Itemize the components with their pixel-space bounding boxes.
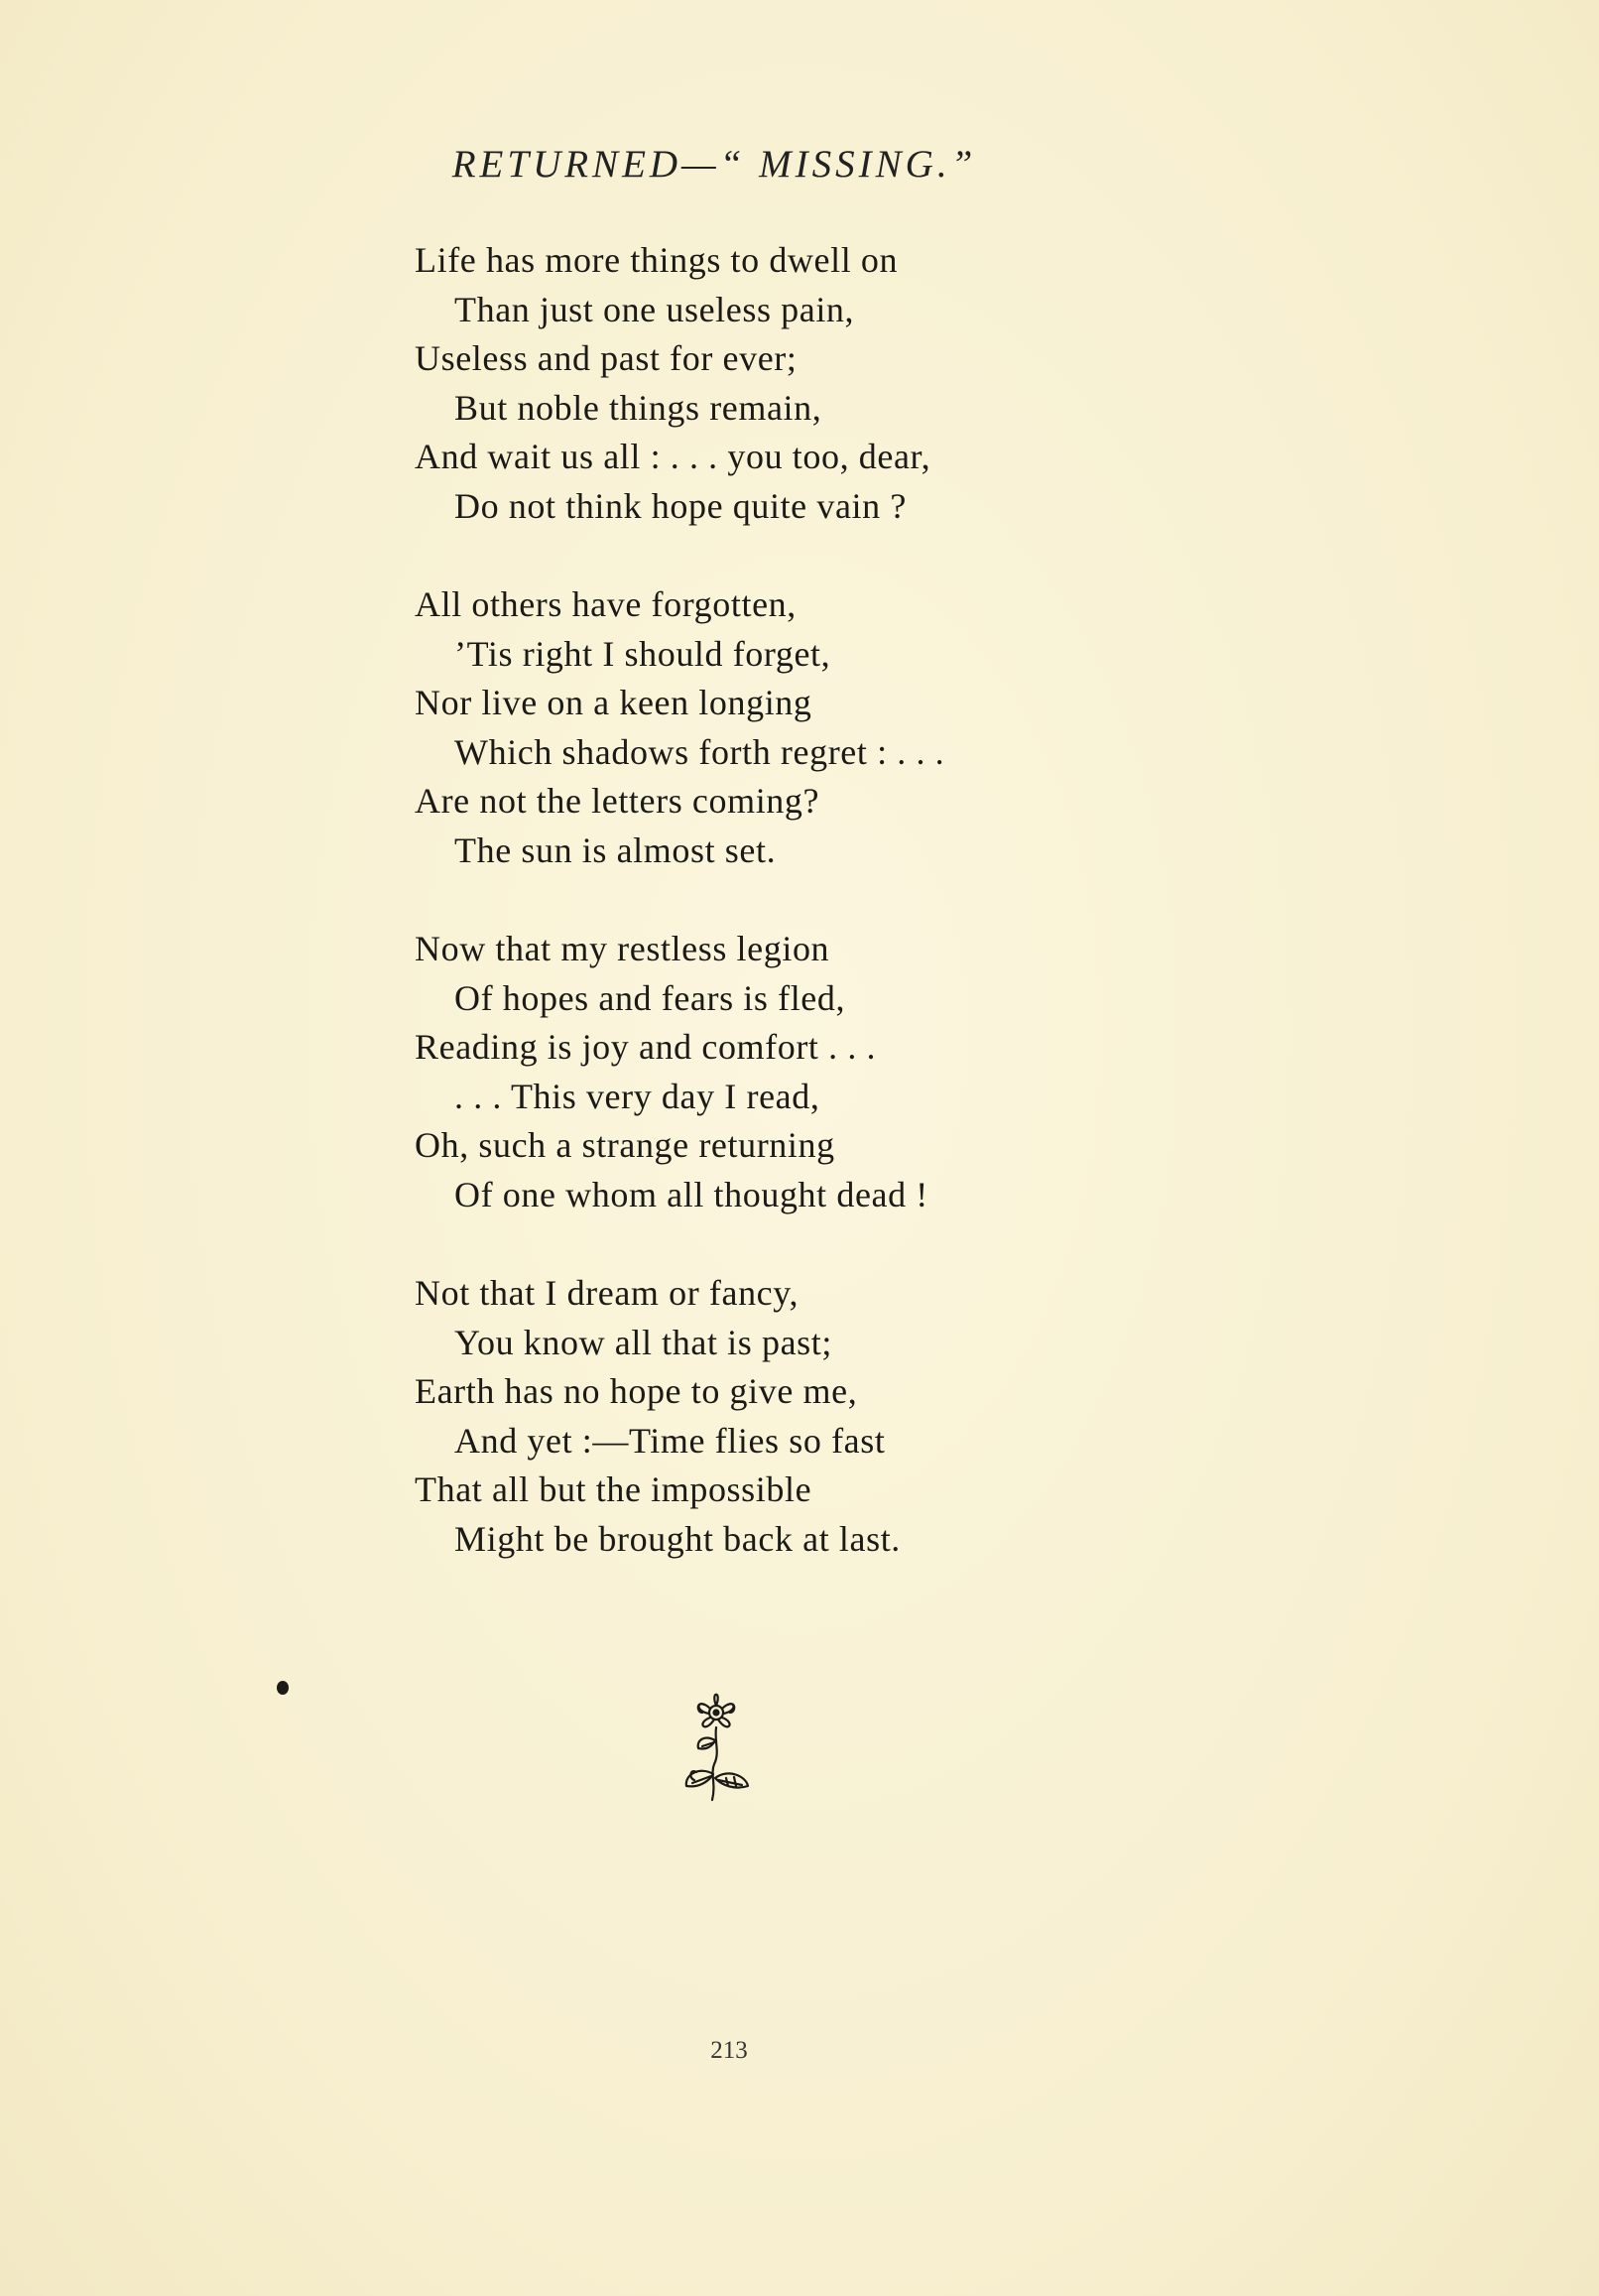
poem-line: Not that I dream or fancy, [415, 1273, 800, 1313]
poem-line: Of one whom all thought dead ! [454, 1174, 928, 1214]
poem [415, 236, 1407, 1613]
page-title: RETURNED—“ MISSING.” [451, 143, 977, 186]
poem-line: Oh, such a strange returning [415, 1125, 835, 1165]
poem-line: And yet :—Time flies so fast [454, 1420, 886, 1461]
poem-line: Earth has no hope to give me, [415, 1371, 858, 1411]
poem-line: . . . This very day I read, [454, 1076, 820, 1116]
poem-line: But noble things remain, [454, 387, 822, 428]
poem-line: Nor live on a keen longing [415, 683, 812, 722]
poem-line: Which shadows forth regret : . . . [454, 731, 945, 772]
stanza-1 [415, 236, 1407, 531]
ink-speck [277, 1681, 289, 1695]
stanza-2 [415, 580, 1407, 875]
poem-line: Than just one useless pain, [454, 289, 855, 329]
stanza-4 [415, 1269, 1407, 1564]
poem-line: You know all that is past; [454, 1322, 832, 1362]
poem-line: The sun is almost set. [454, 829, 777, 870]
poem-line: Useless and past for ever; [415, 338, 798, 378]
stanza-3 [415, 925, 1407, 1219]
poem-line: All others have forgotten, [415, 584, 797, 624]
page-number: 213 [710, 2037, 748, 2064]
flower-ornament-icon [667, 1683, 766, 1812]
poem-line: Life has more things to dwell on [415, 240, 899, 280]
poem-line: Might be brought back at last. [454, 1518, 901, 1559]
poem-line: And wait us all : . . . you too, dear, [415, 437, 931, 476]
poem-line: Of hopes and fears is fled, [454, 977, 846, 1018]
poem-line: That all but the impossible [415, 1469, 812, 1509]
poem-line: ’Tis right I should forget, [454, 633, 831, 674]
poem-line: Reading is joy and comfort . . . [415, 1027, 877, 1067]
poem-line: Now that my restless legion [415, 929, 830, 968]
poem-line: Are not the letters coming? [415, 781, 820, 821]
poem-line: Do not think hope quite vain ? [454, 485, 907, 526]
